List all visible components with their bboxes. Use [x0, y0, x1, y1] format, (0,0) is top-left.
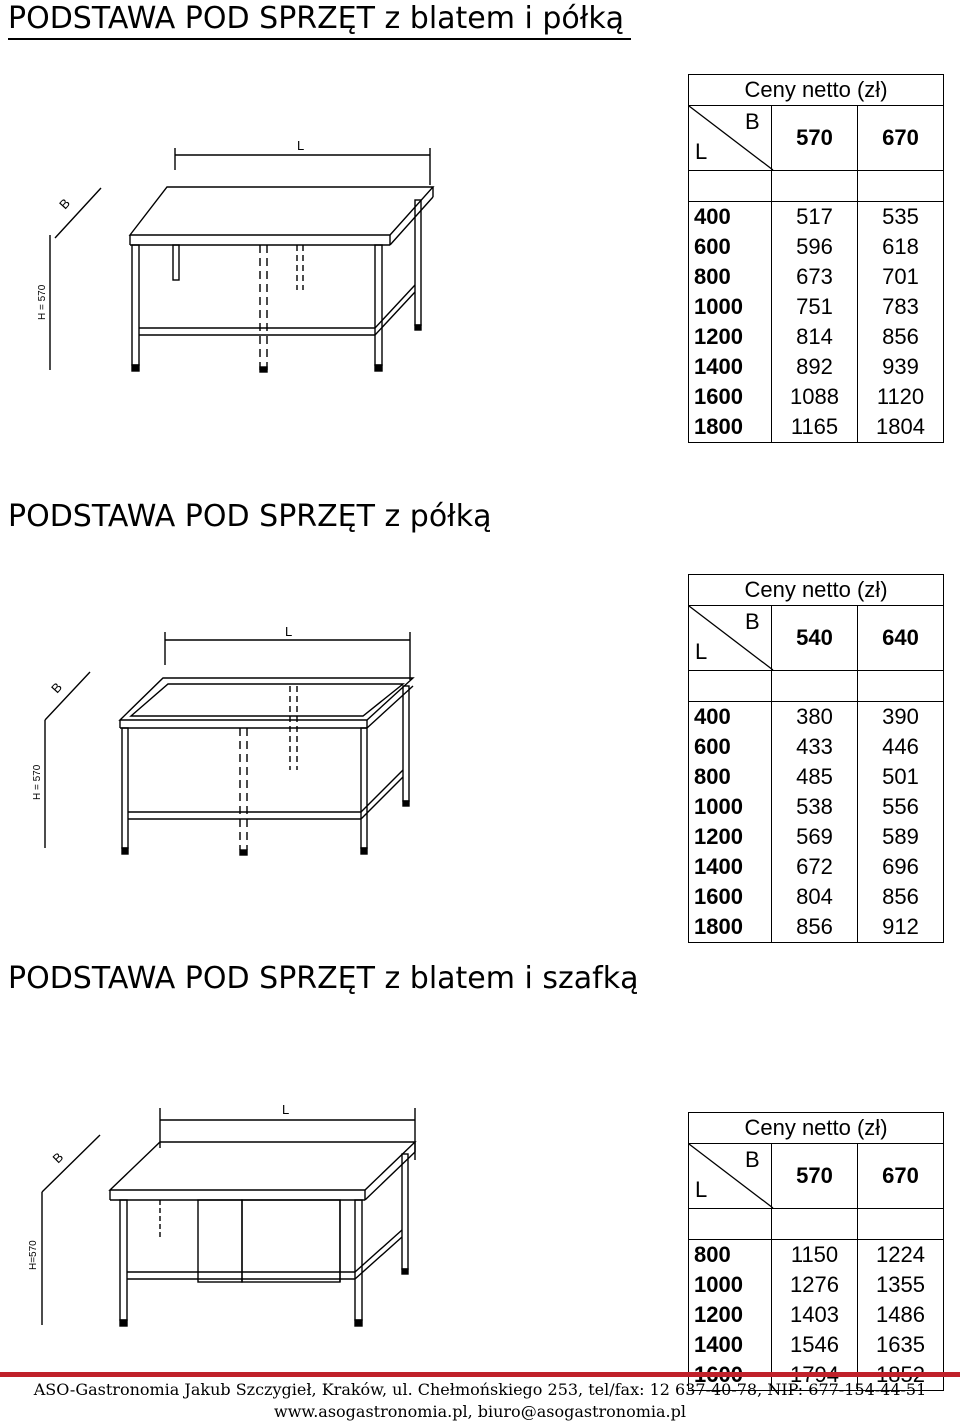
table-caption: Ceny netto (zł) — [689, 575, 944, 606]
length-cell: 800 — [689, 1240, 772, 1271]
length-cell: 1800 — [689, 412, 772, 443]
label-width-b: B — [745, 609, 760, 634]
dim-label-l: L — [285, 624, 293, 639]
column-header: 670 — [858, 1144, 944, 1209]
table-row — [689, 1330, 944, 1360]
dim-label-b: B — [49, 1149, 67, 1167]
price-cell: 856 — [858, 322, 944, 352]
table-row — [689, 292, 944, 322]
price-cell: 1150 — [772, 1240, 858, 1271]
length-cell: 1200 — [689, 822, 772, 852]
table-row — [689, 1300, 944, 1330]
price-cell: 701 — [858, 262, 944, 292]
length-cell: 1600 — [689, 382, 772, 412]
section-title-2: PODSTAWA POD SPRZĘT z półką — [8, 499, 492, 534]
table-row — [689, 912, 944, 943]
price-cell: 912 — [858, 912, 944, 943]
price-cell: 1355 — [858, 1270, 944, 1300]
price-cell: 696 — [858, 852, 944, 882]
table-row — [689, 322, 944, 352]
label-width-b: B — [745, 1147, 760, 1172]
price-cell: 939 — [858, 352, 944, 382]
section-title-1: PODSTAWA POD SPRZĘT z blatem i półką — [8, 0, 624, 38]
footer-accent-line — [0, 1372, 960, 1377]
price-cell: 517 — [772, 202, 858, 233]
table-row — [689, 702, 944, 733]
length-cell: 1200 — [689, 1300, 772, 1330]
length-cell: 1400 — [689, 352, 772, 382]
price-cell: 618 — [858, 232, 944, 262]
table-row — [689, 762, 944, 792]
price-table-2 — [688, 574, 944, 943]
price-cell: 390 — [858, 702, 944, 733]
price-cell: 1120 — [858, 382, 944, 412]
price-cell: 856 — [858, 882, 944, 912]
price-cell: 1546 — [772, 1330, 858, 1360]
price-cell: 1635 — [858, 1330, 944, 1360]
length-cell: 400 — [689, 202, 772, 233]
length-cell: 1000 — [689, 1270, 772, 1300]
footer-contact: www.asogastronomia.pl, biuro@asogastronomia.pl — [274, 1402, 686, 1421]
dim-label-b: B — [48, 679, 66, 697]
length-cell: 1400 — [689, 852, 772, 882]
dim-label-h: H = 570 — [32, 764, 43, 800]
price-cell: 673 — [772, 262, 858, 292]
price-cell: 596 — [772, 232, 858, 262]
dim-label-l: L — [282, 1102, 290, 1117]
table-row — [689, 792, 944, 822]
table-row — [689, 412, 944, 443]
price-cell: 589 — [858, 822, 944, 852]
price-cell: 672 — [772, 852, 858, 882]
price-cell: 783 — [858, 292, 944, 322]
stand-with-top-and-shelf-drawing — [35, 130, 445, 380]
section-title-3: PODSTAWA POD SPRZĘT z blatem i szafką — [8, 961, 639, 996]
dim-label-h: H=570 — [28, 1240, 39, 1270]
length-cell: 1400 — [689, 1330, 772, 1360]
table-row — [689, 882, 944, 912]
column-header: 570 — [772, 106, 858, 171]
table-caption: Ceny netto (zł) — [689, 75, 944, 106]
table-row — [689, 262, 944, 292]
price-cell: 751 — [772, 292, 858, 322]
length-cell: 800 — [689, 762, 772, 792]
label-width-b: B — [745, 109, 760, 134]
dim-label-h: H = 570 — [37, 284, 48, 320]
price-cell: 501 — [858, 762, 944, 792]
dim-label-l: L — [297, 138, 305, 153]
length-cell: 1200 — [689, 322, 772, 352]
table-row — [689, 352, 944, 382]
label-length-l: L — [695, 139, 708, 164]
price-cell: 804 — [772, 882, 858, 912]
price-cell: 556 — [858, 792, 944, 822]
title-underline — [8, 38, 631, 40]
price-cell: 446 — [858, 732, 944, 762]
label-length-l: L — [695, 1177, 708, 1202]
length-cell: 800 — [689, 262, 772, 292]
price-cell: 535 — [858, 202, 944, 233]
length-cell: 1000 — [689, 292, 772, 322]
price-cell: 1276 — [772, 1270, 858, 1300]
price-table-1 — [688, 74, 944, 443]
length-cell: 600 — [689, 232, 772, 262]
column-header: 670 — [858, 106, 944, 171]
price-cell: 1486 — [858, 1300, 944, 1330]
length-cell: 1000 — [689, 792, 772, 822]
price-cell: 814 — [772, 322, 858, 352]
price-cell: 1088 — [772, 382, 858, 412]
column-header: 540 — [772, 606, 858, 671]
corner-header — [689, 606, 772, 671]
table-row — [689, 1240, 944, 1271]
footer-address: ASO-Gastronomia Jakub Szczygieł, Kraków, ul. Chełmońskiego 253, tel/fax: 12 637-40-78, NIP: 677-154-44-51 — [33, 1380, 927, 1399]
table-caption: Ceny netto (zł) — [689, 1113, 944, 1144]
table-row — [689, 822, 944, 852]
table-row — [689, 382, 944, 412]
length-cell: 400 — [689, 702, 772, 733]
price-cell: 1165 — [772, 412, 858, 443]
price-cell: 485 — [772, 762, 858, 792]
price-cell: 856 — [772, 912, 858, 943]
price-cell: 892 — [772, 352, 858, 382]
table-row — [689, 232, 944, 262]
price-cell: 569 — [772, 822, 858, 852]
price-cell: 433 — [772, 732, 858, 762]
price-cell: 380 — [772, 702, 858, 733]
corner-header — [689, 106, 772, 171]
corner-header — [689, 1144, 772, 1209]
column-header: 640 — [858, 606, 944, 671]
table-row — [689, 202, 944, 233]
price-cell: 1804 — [858, 412, 944, 443]
length-cell: 1600 — [689, 882, 772, 912]
dim-label-b: B — [56, 195, 74, 213]
price-cell: 538 — [772, 792, 858, 822]
table-row — [689, 732, 944, 762]
price-cell: 1224 — [858, 1240, 944, 1271]
table-row — [689, 852, 944, 882]
price-cell: 1403 — [772, 1300, 858, 1330]
length-cell: 600 — [689, 732, 772, 762]
stand-with-top-and-cabinet-drawing — [30, 1100, 430, 1340]
column-header: 570 — [772, 1144, 858, 1209]
price-table-3 — [688, 1112, 944, 1391]
stand-with-shelf-drawing — [32, 620, 425, 865]
table-row — [689, 1270, 944, 1300]
label-length-l: L — [695, 639, 708, 664]
length-cell: 1800 — [689, 912, 772, 943]
